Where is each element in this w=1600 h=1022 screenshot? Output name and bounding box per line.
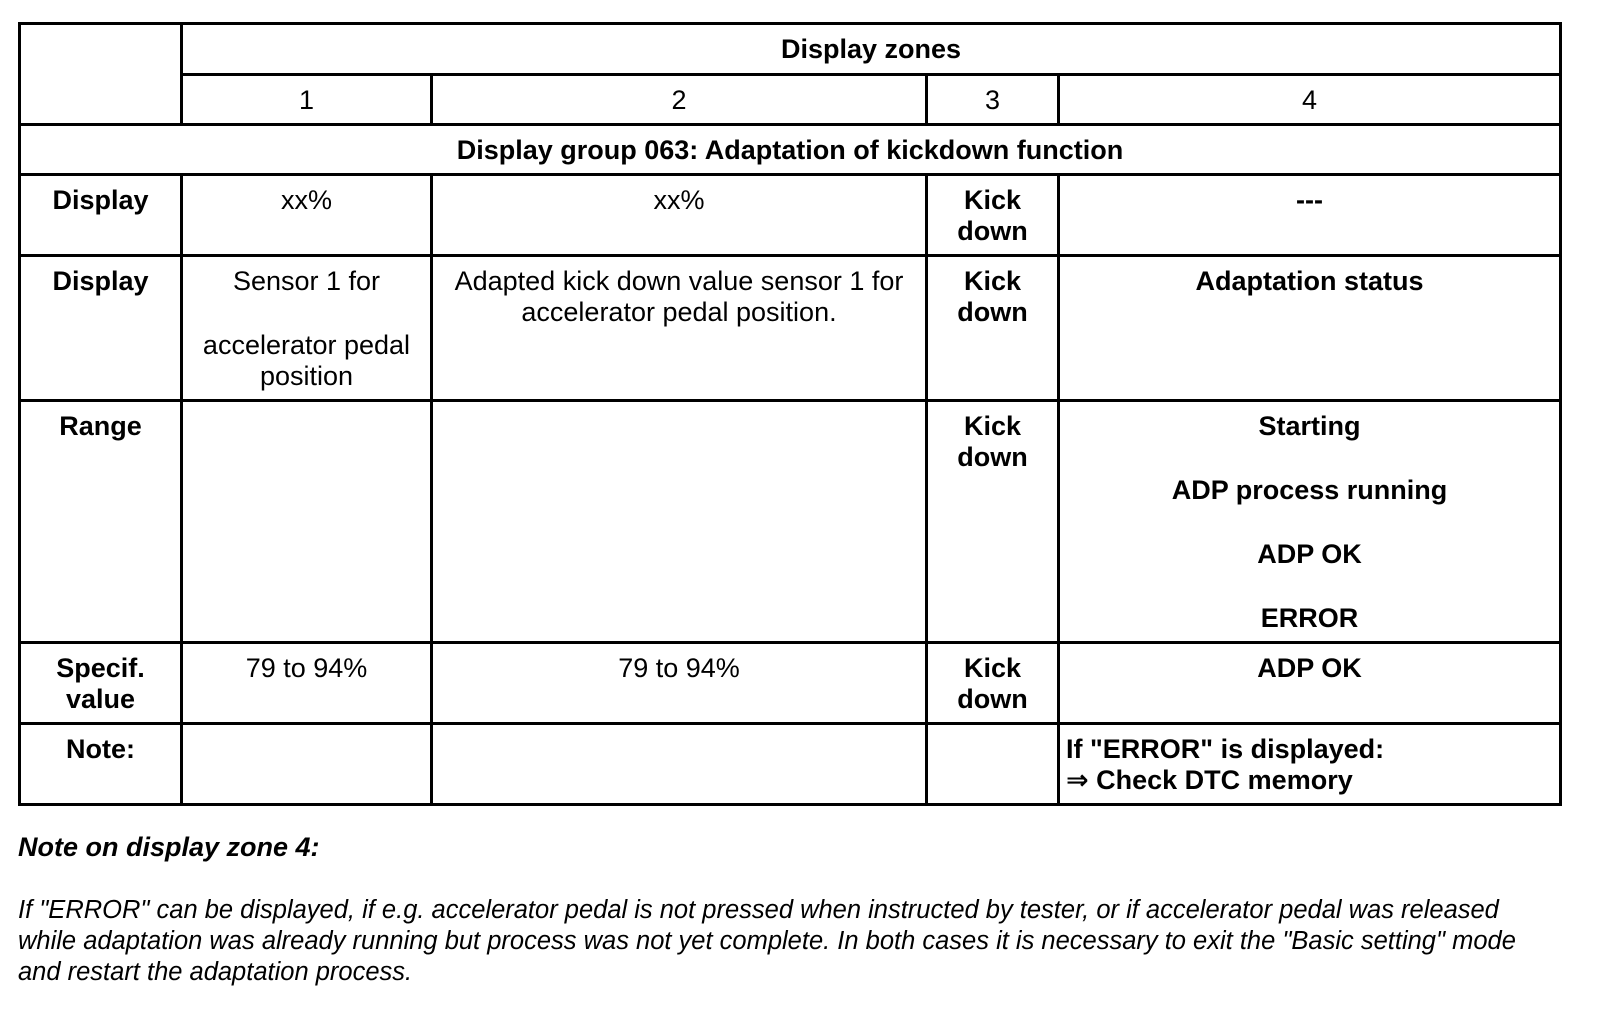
note-error-line: If "ERROR" is displayed: (1066, 734, 1385, 764)
note-check-line (1066, 765, 1553, 796)
note-zone3 (927, 724, 1059, 805)
corner-cell (20, 24, 182, 125)
display1-zone3: Kick down (927, 175, 1059, 256)
zone-2-header: 2 (432, 75, 927, 125)
display2-zone4: Adaptation status (1059, 256, 1561, 401)
group-title: Display group 063: Adaptation of kickdown function (20, 125, 1561, 175)
range-zone4 (1059, 401, 1561, 643)
display2-zone2: Adapted kick down value sensor 1 for accelerator pedal position. (432, 256, 927, 401)
display2-zone3: Kick down (927, 256, 1059, 401)
specif-zone1: 79 to 94% (182, 643, 432, 724)
document-page (18, 22, 1559, 806)
note-zone2 (432, 724, 927, 805)
right-arrow-icon: ⇒ (1066, 765, 1089, 795)
header-row-zones (20, 24, 1561, 75)
table-row (20, 401, 1561, 643)
display1-zone4: --- (1059, 175, 1561, 256)
range-value: ADP process running (1171, 475, 1448, 505)
zone-4-header: 4 (1059, 75, 1561, 125)
display2-zone1-line2: accelerator pedal position (202, 330, 411, 391)
zone-1-header: 1 (182, 75, 432, 125)
specif-zone2: 79 to 94% (432, 643, 927, 724)
row-label-display: Display (20, 256, 182, 401)
display-zones-header: Display zones (182, 24, 1561, 75)
specif-zone3: Kick down (927, 643, 1059, 724)
group-title-row (20, 125, 1561, 175)
row-label-range: Range (20, 401, 182, 643)
range-value: ADP OK (1257, 539, 1362, 569)
range-value: ERROR (1260, 603, 1359, 633)
range-zone2 (432, 401, 927, 643)
header-row-zone-numbers (20, 75, 1561, 125)
display2-zone1-line1: Sensor 1 for (232, 266, 381, 296)
range-zone1 (182, 401, 432, 643)
display2-zone1 (182, 256, 432, 401)
range-zone3: Kick down (927, 401, 1059, 643)
note-zone4 (1059, 724, 1561, 805)
table-row (20, 175, 1561, 256)
table-row (20, 724, 1561, 805)
display1-zone2: xx% (432, 175, 927, 256)
display-group-table (18, 22, 1562, 806)
row-label-display: Display (20, 175, 182, 256)
note-zone1 (182, 724, 432, 805)
footnote-title: Note on display zone 4: (18, 832, 320, 862)
row-label-specif: Specif. value (20, 643, 182, 724)
footnote-body: If "ERROR" can be displayed, if e.g. accelerator pedal is not pressed when instructed by tester, or if accelerator pedal was released while adaptation was already running but process was not yet complete. In both cases it is necessary to exit the "Basic setting" mode and restart the adaptation process. (18, 896, 1516, 986)
table-row (20, 643, 1561, 724)
display1-zone1: xx% (182, 175, 432, 256)
check-dtc-text: Check DTC memory (1096, 765, 1353, 795)
table-row (20, 256, 1561, 401)
zone-3-header: 3 (927, 75, 1059, 125)
specif-zone4: ADP OK (1059, 643, 1561, 724)
range-value: Starting (1258, 411, 1361, 441)
row-label-note: Note: (20, 724, 182, 805)
